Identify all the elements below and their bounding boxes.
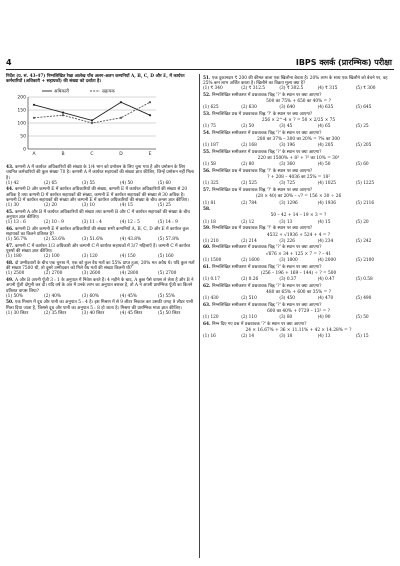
page-header-title: IBPS क्लर्क (प्रारम्भिक) परीक्षा <box>295 58 392 67</box>
directions-text: निर्देश (प्र. सं. 43-47) निम्नलिखित रेखा आलेख पाँच अलग-अलग कम्पनियों A, B, C, D और E, में कार्यरत कर्मचारियों (अधिकारी + सहायकों) की संख्या को दर्शाता है। <box>6 74 185 85</box>
answer-option[interactable]: (4) 470 <box>317 296 334 302</box>
question-text: निम्नलिखित समीकरण में प्रश्नवाचक चिह्न '?' के स्थान पर क्या आएगा? <box>211 130 322 136</box>
answer-option[interactable]: (4) 2800 <box>120 271 139 277</box>
data-point <box>120 102 122 104</box>
equation: 220 का 1500% + 8² + ?² का 10% = 30³ <box>257 156 340 162</box>
question-text: एक मिश्रण में दूध और पानी का अनुपात 5 : 4 है। इस मिश्रण में से 9 लीटर निकाल कर उसकी जगह 9 लीटर पानी मिला दिया जाता है, जिससे दूध और पानी का अनुपात 5 : 8 हो जाता है। मिश्रण की प्रारम्भिक मात्रा ज्ञात कीजिए। <box>6 300 194 311</box>
answer-options <box>203 162 394 167</box>
question-text: दो उम्मीदवारों के बीच एक चुनाव में, एक को कुल वैध मतों का 55% प्राप्त हुआ, 20% मत अवैध थे। यदि कुल मतों की संख्या 7500 थी, तो दूसरे उम्मीदवार को मिले वैध मतों की संख्या कितनी थी? <box>6 261 195 272</box>
answer-option[interactable]: (3) 18 <box>279 334 293 340</box>
question-text: कम्पनी D और कम्पनी E में कार्यरत अधिकारियों की संख्या सभी कम्पनियों A, B, C, D और E में कार्यरत कुल सहायकों का कितने प्रतिशत है? <box>6 226 189 238</box>
answer-option[interactable]: (5) 50 <box>355 315 369 321</box>
answer-option[interactable]: (3) 1296 <box>279 200 298 206</box>
answer-option[interactable]: (3) 55 <box>82 180 95 186</box>
answer-option[interactable]: (4) 45 लिटर <box>120 310 143 316</box>
answer-option[interactable]: (1) 430 <box>203 296 219 302</box>
answer-option[interactable]: (1) 120 <box>203 315 219 321</box>
question <box>203 169 394 187</box>
answer-option[interactable]: (4) 1936 <box>317 200 336 206</box>
question-text: एक दुकानदार ₹ 200 की कीमत वाला एक खिलौना बेचता है। 20% लाभ के साथ एक खिलौने को बेचने पर, वह 25% कम लाभ अर्जित करता है। खिलौने का विक्रय मूल्य क्या है? <box>203 75 388 86</box>
question-text: निम्नलिखित समीकरण में प्रश्नवाचक चिह्न '?' के स्थान पर क्या आएगा? <box>211 283 322 289</box>
answer-option[interactable]: (5) 645 <box>355 105 372 111</box>
question-stem <box>203 303 394 308</box>
answer-option[interactable]: (5) 0.58 <box>355 277 373 282</box>
question-text: कम्पनी C में कार्यरत 1/3 अधिकारी और कम्पनी C में कार्यरत सहायकों में 3/7 महिलाएँ हैं। कम्पनी C में कार्यरत पुरुषों की संख्या ज्ञात कीजिए। <box>6 243 191 255</box>
answer-option[interactable]: (3) 360 <box>279 162 296 168</box>
answer-options <box>203 296 394 301</box>
column-divider <box>199 74 200 558</box>
answer-options <box>203 277 394 282</box>
page-number: 4 <box>6 58 12 67</box>
answer-options <box>6 271 196 276</box>
answer-option[interactable]: (1) 187 <box>203 143 219 149</box>
equation: (28 × 40) का 20% – √? = 156 × 30 ÷ 26 <box>255 194 342 200</box>
answer-option[interactable]: (2) 35 लिटर <box>44 310 67 316</box>
answer-option[interactable]: (2) 53.6% <box>44 237 66 243</box>
answer-options <box>203 105 394 110</box>
question-number: 51. <box>203 75 212 81</box>
data-point <box>120 117 122 119</box>
question-number: 50. <box>6 300 15 306</box>
series-line-1 <box>34 103 150 121</box>
question-stem <box>203 322 394 327</box>
question-number: 46. <box>6 226 15 232</box>
data-point <box>149 102 151 104</box>
answer-option[interactable]: (1) 210 <box>203 238 219 244</box>
answer-options <box>203 334 394 339</box>
answer-option[interactable]: (3) 725 <box>279 181 296 187</box>
answer-option[interactable]: (4) 635 <box>317 105 334 111</box>
answer-option[interactable]: (4) 1025 <box>317 181 336 187</box>
answer-options <box>203 124 394 129</box>
question-number: 60. <box>203 245 212 251</box>
answer-options <box>203 315 394 320</box>
answer-option[interactable]: (1) 18 <box>203 219 216 225</box>
legend-label: अधिकारी <box>54 90 69 96</box>
answer-option[interactable]: (3) 80 <box>279 315 293 321</box>
question-stem <box>6 278 196 294</box>
equation: 24 × 16.67% + 36 × 11.11% + 42 × 14.28% = ? <box>245 328 352 334</box>
answer-option[interactable]: (3) 120 <box>82 254 98 260</box>
answer-options <box>6 237 196 242</box>
question-number: 57. <box>203 188 212 194</box>
question <box>203 93 394 111</box>
answer-option[interactable]: (5) 205 <box>355 143 372 149</box>
equation: 4532 + √1936 + 524 + 4 = ? <box>266 232 331 238</box>
answer-option[interactable]: (3) 10 <box>82 203 95 209</box>
question-number: 62. <box>203 283 212 289</box>
answer-option[interactable]: (2) 14 <box>241 334 255 340</box>
question-stem <box>6 165 196 181</box>
question-text: निम्नलिखित समीकरण में प्रश्नवाचक चिह्न '?' के स्थान पर क्या आएगा? <box>211 302 322 308</box>
answer-option[interactable]: (3) 51.6% <box>82 237 104 243</box>
question-text: निम्नलिखित समीकरण में प्रश्नवाचक चिह्न '?' के स्थान पर क्या आएगा? <box>211 264 322 270</box>
answer-option[interactable]: (4) 13 <box>317 334 331 340</box>
question <box>6 187 196 208</box>
answer-option[interactable]: (3) 196 <box>279 143 296 149</box>
question-stem <box>203 76 394 86</box>
question-number: 64. <box>203 321 212 327</box>
answer-option[interactable]: (2) 20 <box>44 203 57 209</box>
question-stem <box>203 112 394 117</box>
answer-option[interactable]: (5) 60 <box>355 162 369 168</box>
answer-option[interactable]: (1) 325 <box>203 181 219 187</box>
question <box>203 284 394 302</box>
answer-option[interactable]: (1) 56.7% <box>6 237 28 243</box>
answer-option[interactable]: (5) ₹ 300 <box>355 85 376 91</box>
question-text: A और B अपनी पूँजी 3 : 1 के अनुपात में निवेश करते हैं। 4 महीने के बाद, A कुछ पैसे वापस ले लेता है और B ने अपनी पूँजी दोगुनी कर दी। यदि वर्ष के अंत में उनके लाभ का अनुपात बराबर है, तो A ने अपनी प्रारम्भिक पूँजी का कितने प्रतिशत वापस लिया? <box>6 278 194 294</box>
legend-label: सहायक <box>102 90 115 96</box>
answer-option[interactable]: (3) 640 <box>279 105 296 111</box>
answer-option[interactable]: (4) 0.47 <box>317 277 335 282</box>
question <box>6 210 196 226</box>
answer-option[interactable]: (4) 65 <box>317 124 331 130</box>
question-number: 52. <box>203 92 212 98</box>
question <box>203 265 394 283</box>
answer-option[interactable]: (4) ₹ 315 <box>317 85 338 91</box>
answer-option[interactable]: (2) 10 : 9 <box>44 220 64 226</box>
question-text: निम्नलिखित प्रश्न में प्रश्नवाचक चिह्न '?' के स्थान पर क्या आएगा? <box>211 188 313 194</box>
answer-option[interactable]: (1) 180 <box>6 254 22 260</box>
answer-option[interactable]: (4) 50 <box>317 162 331 168</box>
question-text: कम्पनी A और B में कार्यरत अधिकारियों की संख्या तथा कम्पनी B और C में कार्यरत सहायकों की संख्या के बीच अनुपात ज्ञात कीजिए। <box>6 209 190 220</box>
equation: (256 – 196 + 169 – 144) ÷ ? = 500 <box>260 270 337 276</box>
equation: 280 का 37% – 300 का 20% = ?% का 300 <box>257 137 340 143</box>
question-number: 43. <box>6 165 15 171</box>
data-point <box>62 115 64 117</box>
answer-option[interactable]: (4) 90 <box>317 315 331 321</box>
answer-option[interactable]: (1) 13 : 6 <box>6 220 26 226</box>
answer-options <box>203 143 394 148</box>
answer-option[interactable]: (2) 110 <box>241 315 257 321</box>
answer-option[interactable]: (5) 55% <box>158 293 176 299</box>
question-stem <box>6 300 196 310</box>
answer-options <box>6 220 196 225</box>
answer-option[interactable]: (5) 2100 <box>355 257 375 263</box>
question-stem <box>6 187 196 203</box>
answer-options <box>6 254 196 259</box>
question-number: 56. <box>203 169 212 175</box>
equation: 600 का 40% + ∛729 – 13² = ? <box>267 309 330 315</box>
question <box>203 245 394 263</box>
question-number: 54. <box>203 130 212 136</box>
answer-option[interactable]: (5) 25 <box>158 203 171 209</box>
question-text: निम्नलिखित प्रश्न में प्रश्नवाचक चिह्न '?' के स्थान पर क्या आएगा? <box>211 169 313 175</box>
y-tick-label: 0 <box>23 148 26 154</box>
equation: 256 × 2^-4 × ? = 50 × 2/25 × 75 <box>261 117 336 123</box>
question-stem <box>6 210 196 220</box>
answer-option[interactable]: (2) 0.26 <box>241 277 259 282</box>
data-point <box>33 104 35 106</box>
question-text: निम्न दिए गए प्रश्न में प्रश्नवाचक '?' के स्थान पर क्या आएगा? <box>211 321 307 327</box>
question-text: निम्नलिखित समीकरण में प्रश्नवाचक चिह्न '?' के स्थान पर क्या आएगा? <box>211 92 322 98</box>
y-tick-label: 100 <box>17 122 26 128</box>
answer-option[interactable]: (3) 0.37 <box>279 277 297 282</box>
answer-option[interactable]: (2) 65 <box>44 180 57 186</box>
line-chart <box>6 87 196 159</box>
question <box>6 244 196 260</box>
question <box>203 131 394 149</box>
question-number: 55. <box>203 149 212 155</box>
answer-option[interactable]: (3) 450 <box>279 296 296 302</box>
left-questions <box>6 165 196 316</box>
equation: 500 का 75% + 650 का 40% = ? <box>266 98 331 104</box>
answer-options <box>6 203 196 208</box>
question-number: 61. <box>203 264 212 270</box>
answer-option[interactable]: (2) 80 <box>241 162 255 168</box>
equation: √676 × 34 + 125 × 7 = ? – 41 <box>265 251 332 257</box>
answer-option[interactable]: (1) 58 <box>203 162 216 168</box>
question <box>6 278 196 299</box>
answer-option[interactable]: (1) 1500 <box>203 257 222 263</box>
answer-option[interactable]: (4) 234 <box>317 238 334 244</box>
question-stem <box>6 244 196 254</box>
question-number: 58. <box>203 207 211 213</box>
question-stem <box>203 188 394 193</box>
left-column <box>6 74 196 316</box>
question <box>203 303 394 321</box>
x-tick-label: C <box>90 152 94 158</box>
question <box>203 76 394 92</box>
x-tick-label: E <box>148 152 152 158</box>
question-text: निम्नलिखित समीकरण में प्रश्नवाचक चिह्न '?' के स्थान पर क्या आएगा? <box>211 149 322 155</box>
equation: 480 का 65% + 600 का 35% = ? <box>266 289 331 295</box>
question-stem <box>203 207 394 212</box>
answer-option[interactable]: (1) 16 <box>203 334 216 340</box>
answer-option[interactable]: (3) 13 <box>279 219 293 225</box>
answer-option[interactable]: (4) 2000 <box>317 257 336 263</box>
answer-option[interactable]: (3) 226 <box>279 238 296 244</box>
y-tick-label: 200 <box>17 96 26 102</box>
answer-options <box>6 181 196 186</box>
answer-option[interactable]: (1) 81 <box>203 200 216 206</box>
answer-options <box>203 239 394 244</box>
question <box>6 261 196 277</box>
answer-option[interactable]: (1) 0.17 <box>203 277 221 282</box>
answer-option[interactable]: (3) ₹ 302.5 <box>279 85 304 91</box>
question-stem <box>203 131 394 136</box>
answer-option[interactable]: (4) 12 : 5 <box>120 220 140 226</box>
answer-option[interactable]: (1) 30 <box>6 203 19 209</box>
answer-options <box>203 258 394 263</box>
answer-option[interactable]: (1) 2500 <box>6 271 25 277</box>
question <box>203 226 394 244</box>
question <box>203 188 394 206</box>
answer-option[interactable]: (2) 40% <box>44 293 62 299</box>
answer-option[interactable]: (1) 30 लिटर <box>6 310 29 316</box>
answer-option[interactable]: (1) 625 <box>203 105 219 111</box>
data-point <box>91 120 93 122</box>
answer-option[interactable]: (5) 490 <box>355 296 372 302</box>
answer-options <box>203 201 394 206</box>
answer-options <box>6 294 196 299</box>
data-point <box>91 122 93 124</box>
question-stem <box>203 245 394 250</box>
question-stem <box>203 169 394 174</box>
answer-option[interactable]: (5) 2700 <box>158 271 177 277</box>
answer-option[interactable]: (3) 11 : 4 <box>82 220 102 226</box>
question-stem <box>203 93 394 98</box>
question-stem <box>203 226 394 231</box>
answer-option[interactable]: (4) 43.8% <box>120 237 142 243</box>
answer-option[interactable]: (4) 15 <box>120 203 133 209</box>
answer-option[interactable]: (5) 15 <box>355 334 369 340</box>
question-number: 63. <box>203 302 212 308</box>
answer-option[interactable]: (5) 242 <box>355 238 372 244</box>
question-stem <box>6 227 196 237</box>
answer-option[interactable]: (4) 15 <box>317 219 331 225</box>
question-number: 47. <box>6 243 15 249</box>
question-text: कम्पनी D और कम्पनी E में कार्यरत अधिकारियों की संख्या, कम्पनी E में कार्यरत अधिकारियों की संख्या से 20 अधिक है तथा कम्पनी D में कार्यरत सहायकों की संख्या, कम्पनी E में कार्यरत सहायकों की संख्या से 30 अधिक है। कम्पनी D में कार्यरत सहायकों की संख्या और कम्पनी E में कार्यरत अधिकारियों की संख्या के बीच अन्तर ज्ञात कीजिए। <box>6 187 189 203</box>
answer-option[interactable]: (3) 1800 <box>279 257 298 263</box>
question-number: 53. <box>203 111 212 117</box>
answer-options <box>203 220 394 225</box>
data-point <box>62 112 64 114</box>
answer-option[interactable]: (3) 45 <box>279 124 293 130</box>
answer-option[interactable]: (5) 25 <box>355 124 369 130</box>
answer-option[interactable]: (1) ₹ 340 <box>203 85 223 91</box>
question <box>203 207 394 225</box>
answer-options <box>203 181 394 186</box>
answer-option[interactable]: (2) 12 <box>241 219 255 225</box>
answer-option[interactable]: (4) 45% <box>120 293 138 299</box>
data-point <box>33 117 35 119</box>
answer-option[interactable]: (5) 14 : 9 <box>158 220 178 226</box>
question-number: 48. <box>6 261 15 267</box>
answer-option[interactable]: (5) 60 <box>158 180 171 186</box>
y-tick-label: 50 <box>20 135 26 141</box>
question-number: 59. <box>203 226 212 232</box>
x-tick-label: B <box>61 152 65 158</box>
answer-option[interactable]: (3) 40 लिटर <box>82 310 105 316</box>
x-tick-label: D <box>119 152 123 158</box>
question-text: निम्नलिखित प्रश्न में प्रश्नवाचक चिह्न '?' के स्थान पर क्या आएगा? <box>211 111 313 117</box>
answer-option[interactable]: (3) 2600 <box>82 271 101 277</box>
answer-option[interactable]: (2) 50 <box>241 124 255 130</box>
question-number: 45. <box>6 209 15 215</box>
answer-option[interactable]: (2) 100 <box>44 254 60 260</box>
question <box>203 322 394 340</box>
answer-option[interactable]: (2) 2700 <box>44 271 63 277</box>
data-point <box>149 115 151 117</box>
answer-option[interactable]: (5) 160 <box>158 254 174 260</box>
answer-option[interactable]: (2) 1600 <box>241 257 260 263</box>
question-stem <box>203 150 394 155</box>
answer-options <box>6 311 196 316</box>
answer-option[interactable]: (2) 630 <box>241 105 257 111</box>
y-tick-label: 150 <box>17 109 26 115</box>
answer-option[interactable]: (2) ₹ 312.5 <box>241 85 266 91</box>
answer-option[interactable]: (5) 2116 <box>355 200 375 206</box>
question-number: 49. <box>6 278 15 284</box>
question <box>6 165 196 186</box>
answer-option[interactable]: (4) 50 <box>120 180 133 186</box>
question-stem <box>6 261 196 271</box>
answer-option[interactable]: (2) 525 <box>241 181 257 187</box>
answer-option[interactable]: (2) 214 <box>241 238 257 244</box>
question-stem <box>203 284 394 289</box>
question-stem <box>203 265 394 270</box>
answer-option[interactable]: (5) 20 <box>355 219 369 225</box>
answer-option[interactable]: (2) 168 <box>241 143 257 149</box>
question <box>203 112 394 130</box>
question-text: कम्पनी A में कार्यरत अधिकारियों की संख्या के 1/4 भाग को प्रमोशन के लिए चुना गया है और प्रमोशन के लिए चयनित कर्मचारियों की कुल संख्या 70 है। कम्पनी A में कार्यरत सहायकों की संख्या ज्ञात कीजिए, जिन्हें प्रमोशन नहीं मिला है। <box>6 165 194 181</box>
answer-option[interactable]: (1) 42 <box>6 180 19 186</box>
equation: ? + 208 – 4036 का 25% = 18² <box>267 175 330 181</box>
answer-option[interactable]: (2) 510 <box>241 296 257 302</box>
question-text: निम्नलिखित प्रश्न में प्रश्नवाचक चिह्न '?' के स्थान पर क्या आएगा? <box>211 226 313 232</box>
answer-option[interactable]: (5) 57.8% <box>158 237 180 243</box>
header-rule <box>6 69 394 70</box>
question-text: निम्नलिखित समीकरण में प्रश्नवाचक चिह्न '?' के स्थान पर क्या आएगा? <box>211 245 322 251</box>
question <box>203 150 394 168</box>
answer-option[interactable]: (4) 205 <box>317 143 334 149</box>
question <box>6 300 196 316</box>
answer-option[interactable]: (1) 50% <box>6 293 24 299</box>
answer-option[interactable]: (4) 150 <box>120 254 136 260</box>
answer-option[interactable]: (3) 60% <box>82 293 100 299</box>
question <box>6 227 196 243</box>
answer-option[interactable]: (5) 50 लिटर <box>158 310 181 316</box>
answer-options <box>203 86 394 91</box>
answer-option[interactable]: (1) 75 <box>203 124 216 130</box>
answer-option[interactable]: (5) 1225 <box>355 181 375 187</box>
question-number: 44. <box>6 187 15 193</box>
x-tick-label: A <box>32 152 36 158</box>
answer-option[interactable]: (2) 784 <box>241 200 257 206</box>
equation: 50 – 42 + 14 – 19 × 3 = ? <box>270 213 327 219</box>
right-column <box>203 74 394 340</box>
